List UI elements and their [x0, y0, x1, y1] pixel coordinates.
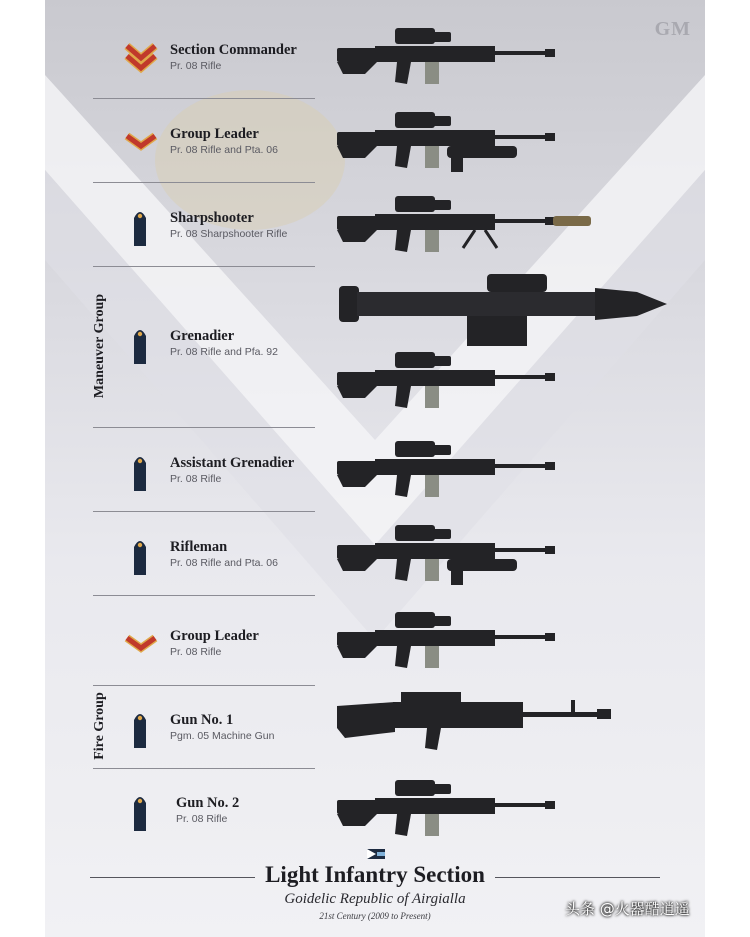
rank-name: Grenadier	[170, 328, 235, 344]
divider	[93, 266, 315, 267]
maneuver-group-label: Maneuver Group	[92, 293, 107, 399]
rank-name: Sharpshooter	[170, 210, 254, 226]
weapon-name: Pr. 08 Rifle	[170, 60, 222, 72]
role-row-gun-no-1	[123, 710, 343, 750]
poster	[45, 0, 705, 937]
poster-subtitle: Goidelic Republic of Airgialla	[284, 891, 466, 907]
private-slide-icon	[123, 208, 163, 248]
divider	[93, 595, 315, 596]
divider	[93, 511, 315, 512]
weapon-name: Pr. 08 Rifle and Pfa. 92	[170, 346, 278, 358]
weapon-name: Pr. 08 Rifle	[170, 646, 222, 658]
sharpshooter-rifle-icon	[335, 186, 595, 258]
weapon-name: Pr. 08 Rifle	[176, 813, 228, 825]
role-row-gun-no-2	[123, 793, 343, 833]
rank-name: Group Leader	[170, 628, 259, 644]
divider	[93, 768, 315, 769]
lance-chevron-icon	[123, 124, 163, 164]
private-slide-icon	[123, 537, 163, 577]
divider	[93, 98, 315, 99]
rifle-icon	[335, 602, 565, 674]
role-row-section-commander	[123, 40, 343, 80]
private-slide-icon	[123, 453, 163, 493]
rank-name: Group Leader	[170, 126, 259, 142]
poster-period: 21st Century (2009 to Present)	[319, 911, 431, 921]
private-slide-icon	[123, 793, 163, 833]
divider	[93, 182, 315, 183]
weapon-name: Pr. 08 Rifle and Pta. 06	[170, 144, 278, 156]
role-row-fire-group-leader	[123, 626, 343, 666]
corporal-chevron-icon	[123, 40, 163, 80]
role-row-group-leader	[123, 124, 343, 164]
rank-name: Gun No. 2	[176, 795, 240, 811]
flag-icon	[367, 849, 385, 859]
role-row-sharpshooter	[123, 208, 343, 248]
rifle-launcher-icon	[335, 515, 565, 587]
rank-name: Gun No. 1	[170, 712, 234, 728]
rank-name: Rifleman	[170, 539, 228, 555]
weapon-name: Pr. 08 Rifle	[170, 473, 222, 485]
rifle-launcher-icon	[335, 102, 565, 174]
rifle-icon	[335, 431, 565, 503]
role-row-rifleman	[123, 537, 343, 577]
rifle-icon	[335, 770, 565, 842]
rifle-icon	[335, 18, 565, 90]
role-row-assistant-grenadier	[123, 453, 343, 493]
role-row-grenadier	[123, 326, 343, 366]
weapon-name: Pr. 08 Sharpshooter Rifle	[170, 228, 288, 240]
watermark: 头条 @火器酷逍遥	[565, 900, 690, 918]
private-slide-icon	[123, 710, 163, 750]
logo: GM	[654, 18, 691, 40]
divider	[93, 685, 315, 686]
fire-group-label: Fire Group	[92, 692, 107, 760]
weapon-name: Pr. 08 Rifle and Pta. 06	[170, 557, 278, 569]
private-slide-icon	[123, 326, 163, 366]
poster-title: Light Infantry Section	[265, 862, 485, 887]
lance-chevron-icon	[123, 626, 163, 666]
divider	[93, 427, 315, 428]
rank-name: Assistant Grenadier	[170, 455, 295, 471]
rank-name: Section Commander	[170, 42, 297, 58]
machine-gun-icon	[335, 688, 615, 760]
rifle-icon	[335, 342, 565, 414]
weapon-name: Pgm. 05 Machine Gun	[170, 730, 275, 742]
